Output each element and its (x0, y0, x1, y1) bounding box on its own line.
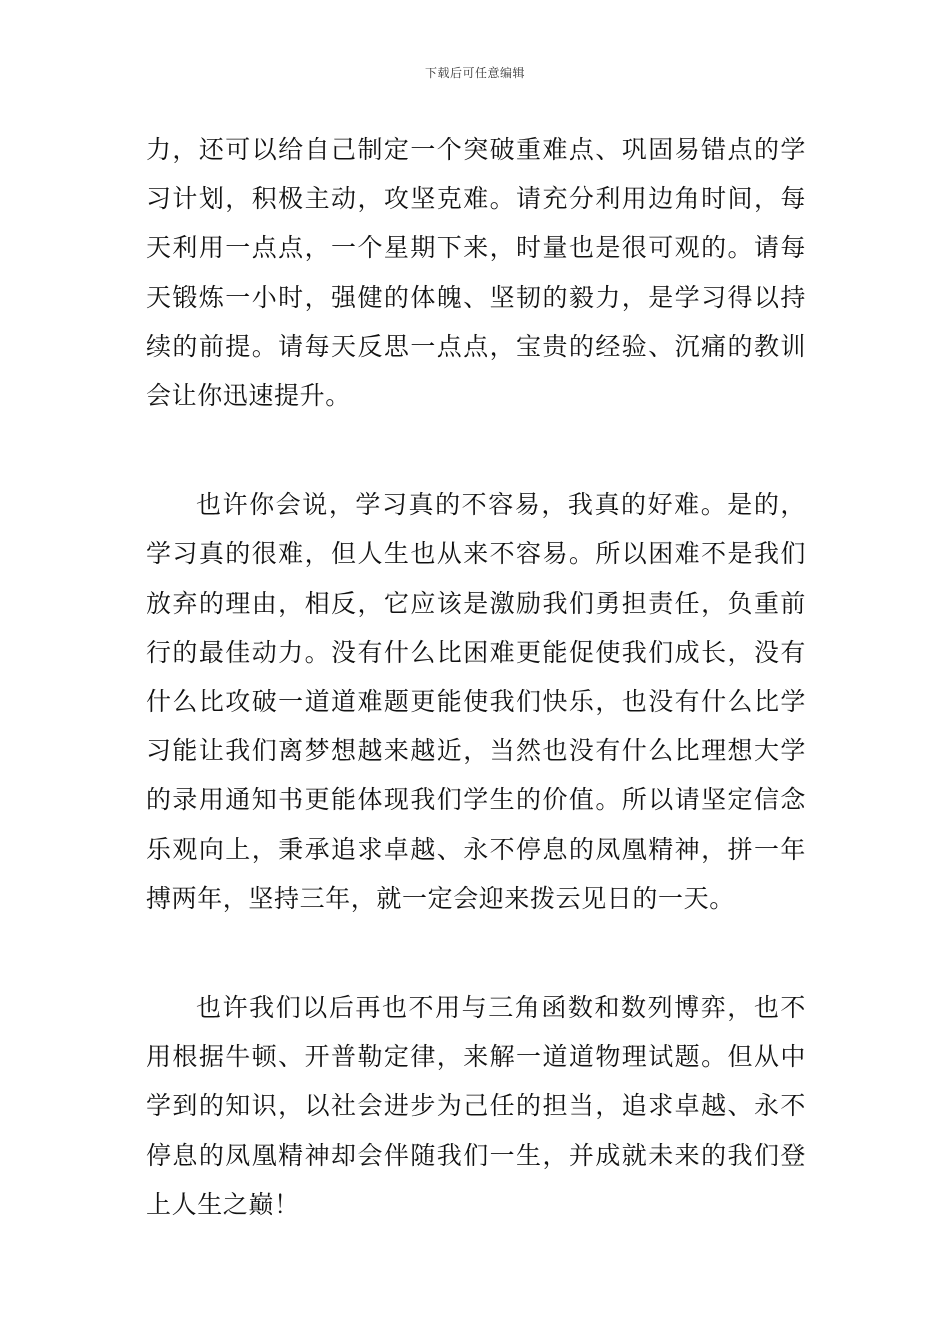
paragraph-2: 也许你会说，学习真的不容易，我真的好难。是的，学习真的很难，但人生也从来不容易。所以困难不是我们放弃的理由，相反，它应该是激励我们勇担责任，负重前行的最佳动力。没有什么比困难更能促使我们成长，没有什么比攻破一道道难题更能使我们快乐，也没有什么比学习能让我们离梦想越来越近，当然也没有什么比理想大学的录用通知书更能体现我们学生的价值。所以请坚定信念乐观向上，秉承追求卓越、永不停息的凤凰精神，拼一年搏两年，坚持三年，就一定会迎来拨云见日的一天。 (146, 490, 806, 913)
paragraph-gap (146, 420, 806, 480)
document-body (146, 125, 806, 1229)
paragraph-3: 也许我们以后再也不用与三角函数和数列博弈，也不用根据牛顿、开普勒定律，来解一道道物理试题。但从中学到的知识，以社会进步为己任的担当，追求卓越、永不停息的凤凰精神却会伴随我们一生，并成就未来的我们登上人生之巅！ (146, 993, 806, 1219)
page-header: 下载后可任意编辑 (424, 66, 525, 80)
paragraph-gap (146, 923, 806, 983)
paragraph-1: 力，还可以给自己制定一个突破重难点、巩固易错点的学习计划，积极主动，攻坚克难。请充分利用边角时间，每天利用一点点，一个星期下来，时量也是很可观的。请每天锻炼一小时，强健的体魄、坚韧的毅力，是学习得以持续的前提。请每天反思一点点，宝贵的经验、沉痛的教训会让你迅速提升。 (146, 135, 806, 411)
